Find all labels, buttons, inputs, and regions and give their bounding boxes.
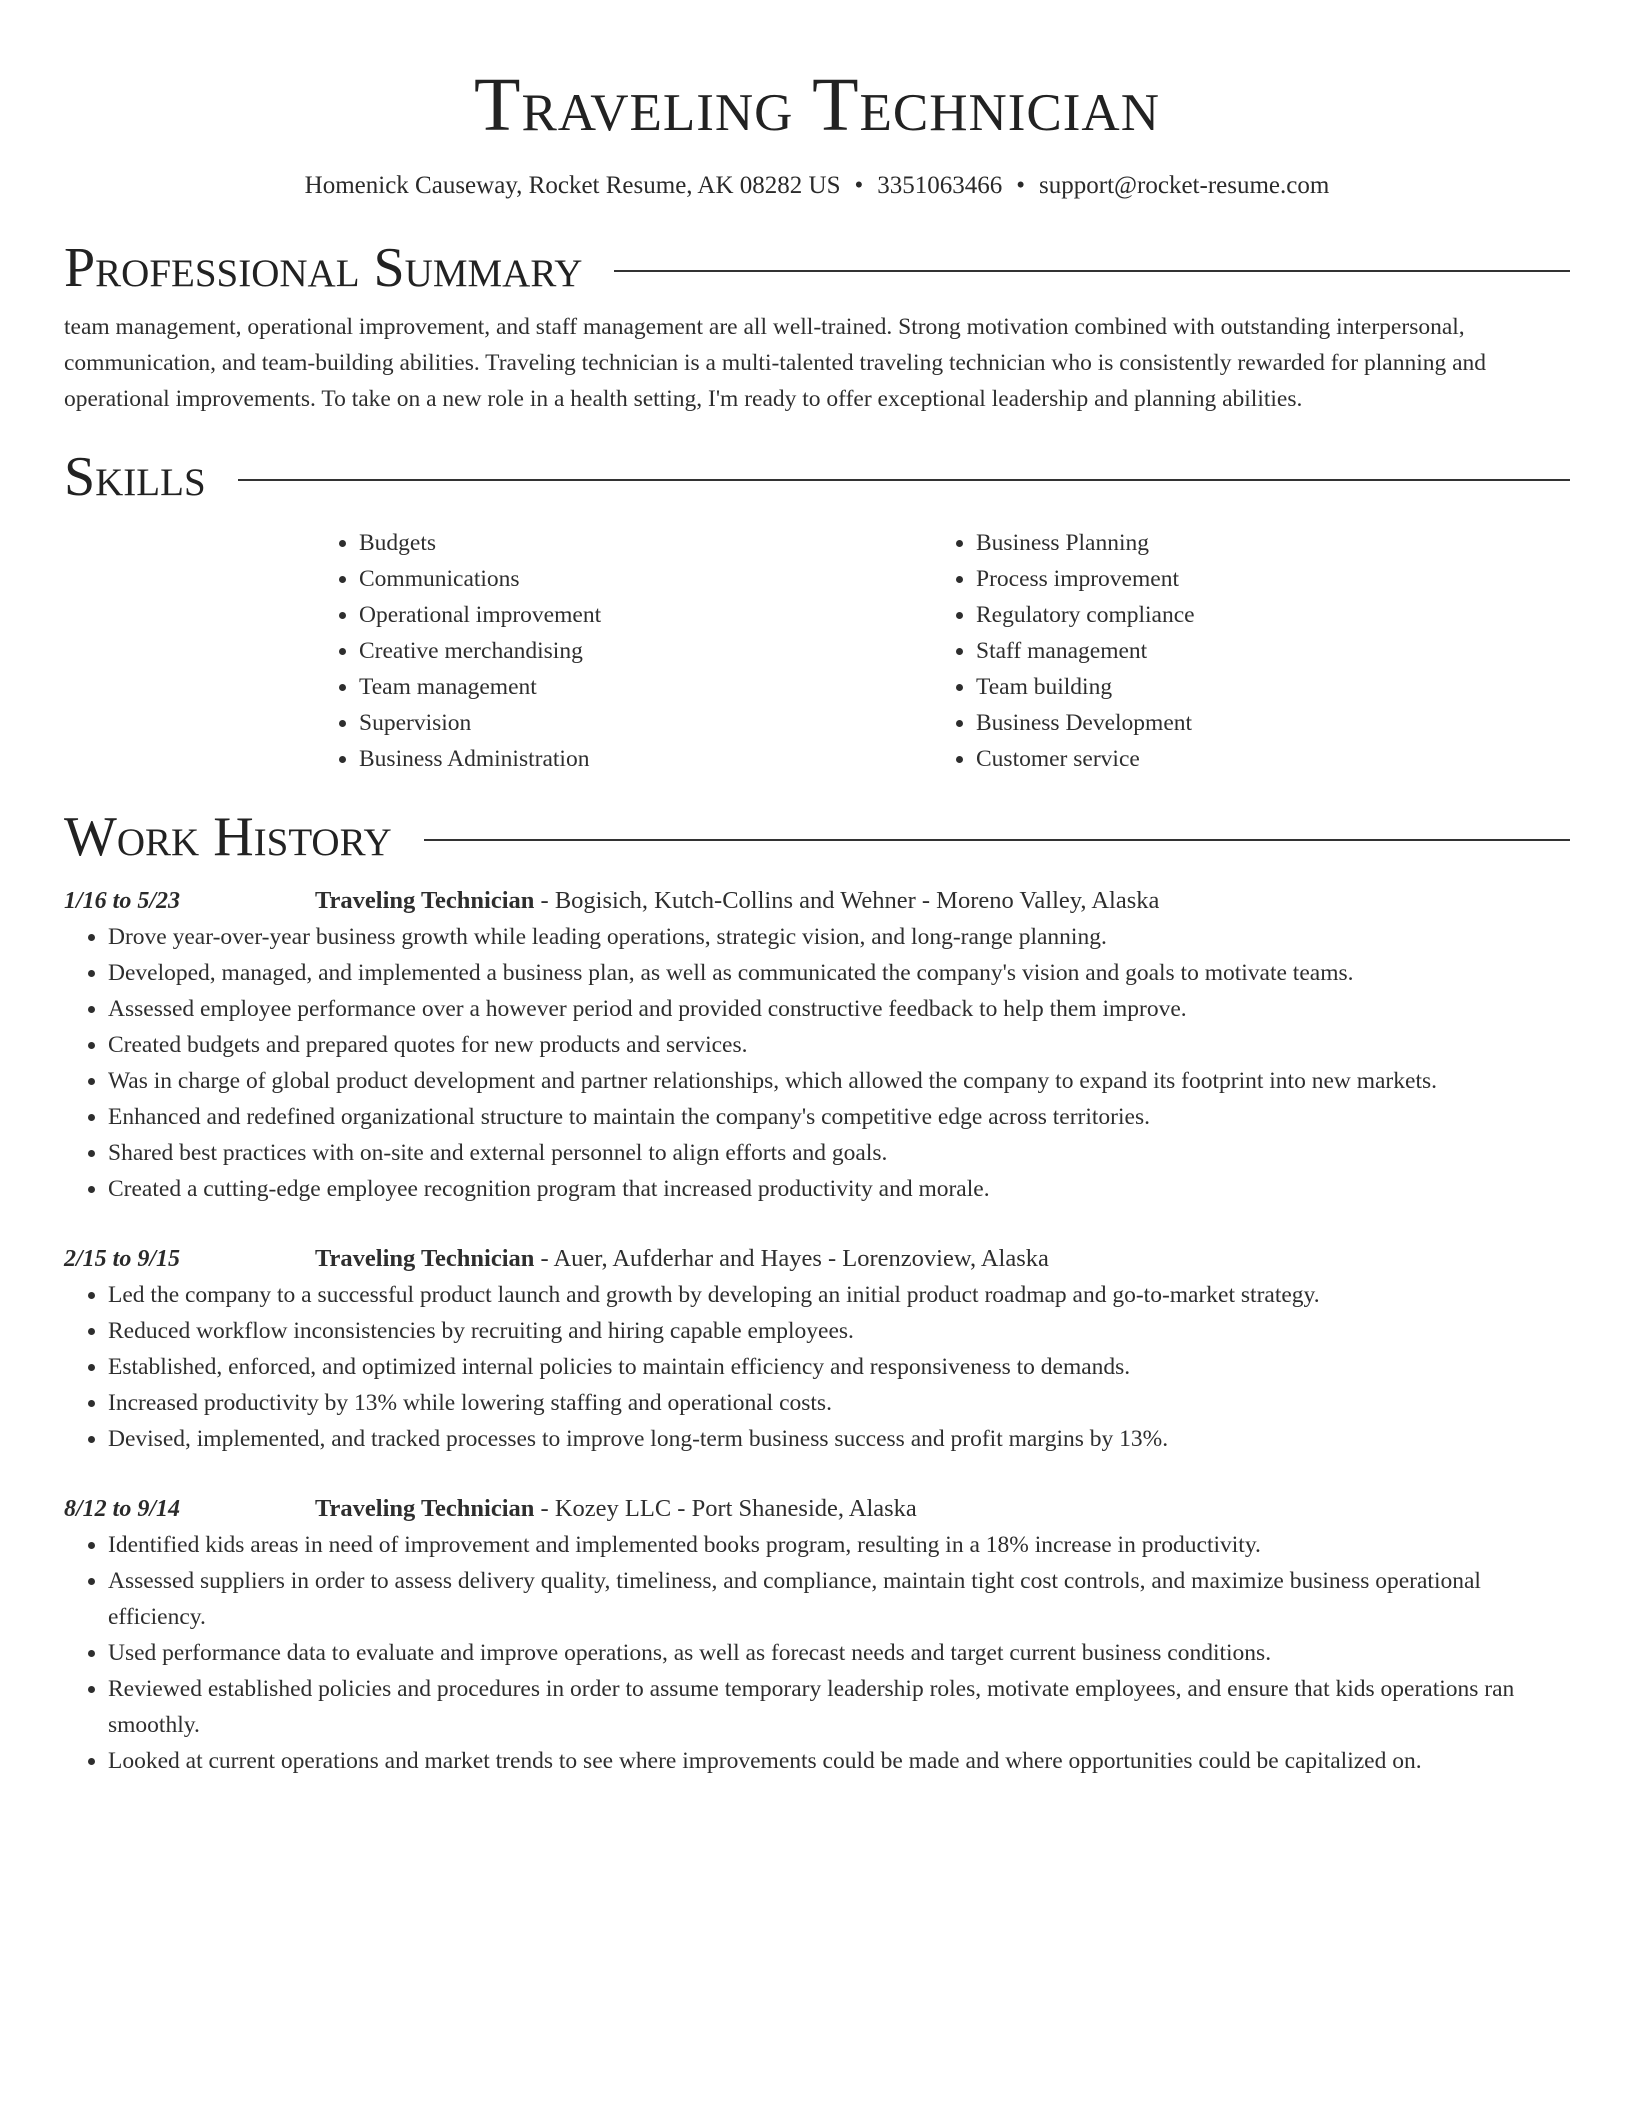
job-bullet: • Led the company to a successful product launch and growth by developing an initial product roadmap and go-to-market strategy. <box>108 1277 1570 1313</box>
job-title: Traveling Technician <box>315 1495 535 1522</box>
summary-section-header <box>64 236 1570 300</box>
skills-section-header <box>64 445 1570 509</box>
work-history-list <box>64 883 1570 1779</box>
job-bullet: • Enhanced and redefined organizational structure to maintain the company's competitive edge across territories. <box>108 1099 1570 1135</box>
job-entry <box>64 883 1570 1207</box>
job-company-location: - Bogisich, Kutch-Collins and Wehner - Moreno Valley, Alaska <box>534 887 1160 914</box>
job-dates: 8/12 to 9/14 <box>64 1496 181 1522</box>
job-bullet: • Drove year-over-year business growth while leading operations, strategic vision, and long-range planning. <box>108 919 1570 955</box>
job-bullet: • Assessed employee performance over a however period and provided constructive feedback to help them improve. <box>108 991 1570 1027</box>
job-bullet: • Assessed suppliers in order to assess delivery quality, timeliness, and compliance, maintain tight cost controls, and maximize business operational efficiency. <box>108 1563 1570 1635</box>
job-bullet: • Created budgets and prepared quotes for new products and services. <box>108 1027 1570 1063</box>
job-entry <box>64 1241 1570 1457</box>
job-entry <box>64 1491 1570 1779</box>
contact-separator: • <box>1016 172 1026 199</box>
job-header <box>315 883 1570 919</box>
job-bullet: • Established, enforced, and optimized internal policies to maintain efficiency and responsiveness to demands. <box>108 1349 1570 1385</box>
summary-text: team management, operational improvement, and staff management are all well-trained. Strong motivation combined with outstanding interpersonal, communication, and team-building abilities. Traveling technician is a multi-talented traveling technician who is consistently rewarded for planning and operational improvements. To take on a new role in a health setting, I'm ready to offer exceptional leadership and planning abilities. <box>64 314 1487 412</box>
job-bullet: • Created a cutting-edge employee recognition program that increased productivity and morale. <box>108 1171 1570 1207</box>
skill-item: • Staff management <box>976 633 1570 669</box>
section-divider <box>614 270 1570 272</box>
skill-item: • Team building <box>976 669 1570 705</box>
job-title: Traveling Technician <box>315 1245 535 1272</box>
phone: 3351063466 <box>877 172 1003 199</box>
skill-item: • Supervision <box>359 705 932 741</box>
contact-line <box>64 169 1570 203</box>
job-responsibilities <box>64 1277 1570 1457</box>
skill-item: • Regulatory compliance <box>976 597 1570 633</box>
resume-page <box>64 0 1570 1779</box>
job-dates: 1/16 to 5/23 <box>64 888 181 914</box>
summary-heading: Professional Summary <box>64 237 583 299</box>
skills-list <box>315 525 1570 777</box>
job-bullet: • Was in charge of global product development and partner relationships, which allowed the company to expand its footprint into new markets. <box>108 1063 1570 1099</box>
skill-item: • Business Administration <box>359 741 932 777</box>
skills-column-left <box>315 525 932 777</box>
skill-item: • Operational improvement <box>359 597 932 633</box>
skill-item: • Team management <box>359 669 932 705</box>
job-bullet: • Reviewed established policies and procedures in order to assume temporary leadership roles, motivate employees, and ensure that kids operations ran smoothly. <box>108 1671 1570 1743</box>
work-heading: Work History <box>64 806 392 868</box>
job-company-location: - Kozey LLC - Port Shaneside, Alaska <box>534 1495 917 1522</box>
section-divider <box>238 479 1570 481</box>
job-responsibilities <box>64 1527 1570 1779</box>
skill-item: • Creative merchandising <box>359 633 932 669</box>
address: Homenick Causeway, Rocket Resume, AK 08282 US <box>304 172 841 199</box>
job-header <box>315 1241 1570 1277</box>
job-bullet: • Developed, managed, and implemented a business plan, as well as communicated the company's vision and goals to motivate teams. <box>108 955 1570 991</box>
job-bullet: • Identified kids areas in need of improvement and implemented books program, resulting in a 18% increase in productivity. <box>108 1527 1570 1563</box>
skill-item: • Business Development <box>976 705 1570 741</box>
skill-item: • Business Planning <box>976 525 1570 561</box>
job-responsibilities <box>64 919 1570 1207</box>
job-bullet: • Devised, implemented, and tracked processes to improve long-term business success and profit margins by 13%. <box>108 1421 1570 1457</box>
job-bullet: • Used performance data to evaluate and improve operations, as well as forecast needs and target current business conditions. <box>108 1635 1570 1671</box>
job-bullet: • Shared best practices with on-site and external personnel to align efforts and goals. <box>108 1135 1570 1171</box>
job-bullet: • Looked at current operations and market trends to see where improvements could be made and where opportunities could be capitalized on. <box>108 1743 1570 1779</box>
skills-column-right <box>932 525 1570 777</box>
skills-heading: Skills <box>64 446 206 508</box>
work-section-header <box>64 805 1570 869</box>
contact-separator: • <box>854 172 864 199</box>
job-header <box>315 1491 1570 1527</box>
section-divider <box>424 839 1570 841</box>
skill-item: • Budgets <box>359 525 932 561</box>
skill-item: • Communications <box>359 561 932 597</box>
job-company-location: - Auer, Aufderhar and Hayes - Lorenzoview, Alaska <box>534 1245 1049 1272</box>
email: support@rocket-resume.com <box>1039 172 1330 199</box>
job-bullet: • Increased productivity by 13% while lowering staffing and operational costs. <box>108 1385 1570 1421</box>
job-bullet: • Reduced workflow inconsistencies by recruiting and hiring capable employees. <box>108 1313 1570 1349</box>
job-title: Traveling Technician <box>315 887 535 914</box>
skill-item: • Customer service <box>976 741 1570 777</box>
candidate-name: Traveling Technician <box>474 63 1160 147</box>
job-dates: 2/15 to 9/15 <box>64 1246 181 1272</box>
skill-item: • Process improvement <box>976 561 1570 597</box>
